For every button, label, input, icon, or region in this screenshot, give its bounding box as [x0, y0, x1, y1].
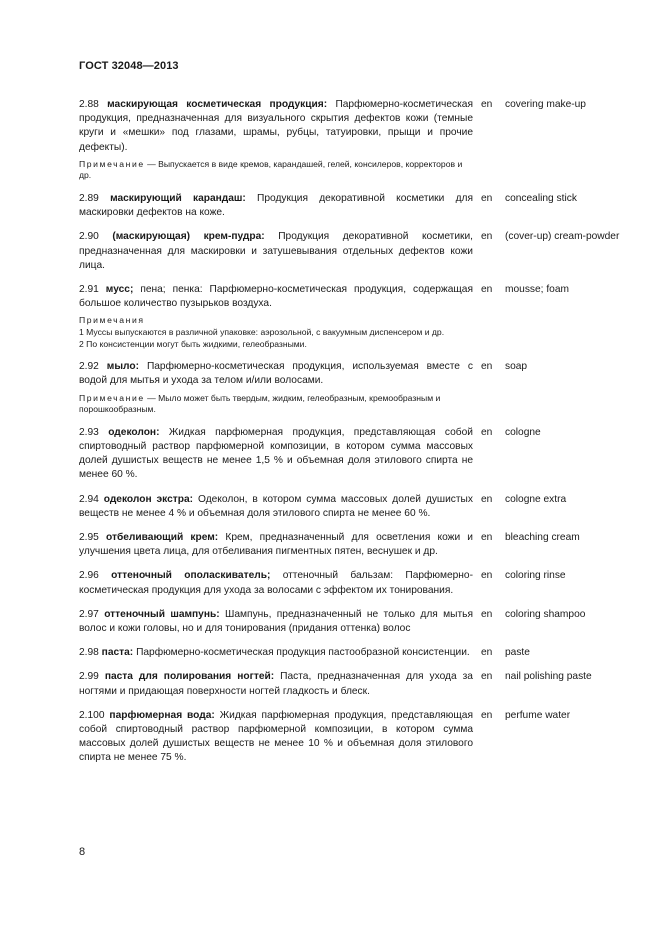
term-entry-2-91: [79, 283, 629, 350]
term-definition: 2.93 одеколон: Жидкая парфюмерная продукция, представляющая собой спиртоводный раствор парфюмерной композиции, в котором сумма массовых долей душистых веществ не менее 1,5 % и объемная доля этилового спирта не менее 60 %.: [79, 426, 473, 481]
term-title: паста:: [101, 647, 134, 659]
english-equivalent: concealing stick: [505, 193, 577, 204]
language-code: en: [481, 231, 493, 243]
language-code: en: [481, 493, 493, 505]
term-definition: 2.98 паста: Парфюмерно-косметическая продукция пастообразной консистенции.: [79, 647, 470, 659]
english-equivalent: cologne extra: [505, 493, 567, 505]
term-title: отбеливающий крем:: [106, 532, 219, 544]
english-equivalent: paste: [505, 647, 530, 659]
term-entry-2-98: [79, 646, 629, 660]
term-note: Примечание — Выпускается в виде кремов, карандашей, гелей, консилеров, корректоров и др.: [79, 158, 463, 181]
page-number: 8: [79, 846, 86, 858]
term-entry-2-95: [79, 531, 629, 559]
term-entry-2-90: [79, 230, 629, 273]
term-title: мыло:: [106, 361, 139, 373]
english-equivalent: soap: [505, 361, 528, 373]
language-code: en: [481, 532, 493, 544]
term-definition: 2.100 парфюмерная вода: Жидкая парфюмерная продукция, представляющая собой спиртоводный раствор парфюмерной композиции, в котором сумма массовых долей душистых веществ не менее 10 % и объемная доля этилового спирта не менее 75 %.: [79, 709, 473, 764]
term-entry-2-99: [79, 670, 629, 698]
term-title: маскирующий карандаш:: [110, 193, 246, 204]
term-title: паста для полирования ногтей:: [104, 671, 275, 683]
term-entry-2-93: [79, 426, 629, 483]
english-equivalent: coloring rinse: [505, 570, 566, 582]
term-entry-2-89: [79, 192, 629, 220]
note-item: 1 Муссы выпускаются в различной упаковке: аэрозольной, с вакуумным диспенсером и др.: [79, 327, 445, 338]
language-code: en: [481, 99, 493, 110]
term-definition: 2.96 оттеночный ополаскиватель; оттеночный бальзам: Парфюмерно-косметическая продукция для ухода за волосами с эффектом их тонирования.: [79, 570, 473, 596]
notes-label: Примечания: [79, 315, 145, 326]
term-title: (маскирующая) крем-пудра:: [112, 231, 265, 243]
language-code: en: [481, 709, 493, 721]
language-code: en: [481, 361, 493, 373]
term-entry-2-88: [79, 98, 629, 182]
term-definition: 2.97 оттеночный шампунь: Шампунь, предназначенный не только для мытья волос и кожи головы, но и для тонирования (придания оттенка) волос: [79, 608, 473, 635]
term-definition: 2.94 одеколон экстра: Одеколон, в котором сумма массовых долей душистых веществ не менее 4 % и объемная доля этилового спирта не менее 60 %.: [79, 493, 473, 519]
term-title: маскирующая косметическая продукция:: [107, 99, 328, 110]
terms-list: [79, 98, 629, 776]
term-definition: 2.89 маскирующий карандаш: Продукция декоративной косметики для маскировки дефектов на коже.: [79, 193, 473, 219]
term-title: оттеночный шампунь:: [104, 608, 220, 620]
language-code: en: [481, 671, 493, 683]
note-item: 2 По консистенции могут быть жидкими, гелеобразными.: [79, 338, 307, 349]
term-definition: 2.88 маскирующая косметическая продукция: Парфюмерно-косметическая продукция, предназначенная для визуального скрытия дефектов кожи (темные круги и «мешки» под глазами, шрамы, рубцы, татуировки, прыщи и прочие дефекты).: [79, 99, 473, 153]
term-title: мусс;: [105, 284, 134, 296]
language-code: en: [481, 647, 493, 659]
english-equivalent: covering make-up: [505, 99, 586, 110]
term-entry-2-96: [79, 569, 629, 597]
english-equivalent: coloring shampoo: [505, 608, 586, 620]
term-definition: 2.95 отбеливающий крем: Крем, предназначенный для осветления кожи и улучшения цвета лица, для отбеливания пигментных пятен, веснушек и др.: [79, 532, 473, 558]
document-header: ГОСТ 32048—2013: [79, 60, 179, 72]
language-code: en: [481, 570, 493, 582]
language-code: en: [481, 426, 493, 438]
term-definition: 2.91 мусс; пена; пенка: Парфюмерно-косметическая продукция, содержащая большое количество пузырьков воздуха.: [79, 284, 473, 310]
language-code: en: [481, 193, 493, 204]
term-title: парфюмерная вода:: [109, 709, 215, 721]
english-equivalent: mousse; foam: [505, 284, 569, 296]
term-title: оттеночный ополаскиватель;: [111, 570, 271, 582]
language-code: en: [481, 284, 493, 296]
term-title: одеколон экстра:: [103, 493, 194, 505]
term-entry-2-97: [79, 608, 629, 636]
term-note: Примечание — Мыло может быть твердым, жидким, гелеобразным, кремообразным и порошкообразным.: [79, 392, 441, 415]
term-definition: 2.92 мыло: Парфюмерно-косметическая продукция, используемая вместе с водой для мытья и ухода за телом и/или волосами.: [79, 361, 473, 387]
english-equivalent: cologne: [505, 426, 541, 438]
language-code: en: [481, 608, 493, 620]
english-equivalent: (cover-up) cream-powder: [505, 231, 620, 243]
term-entry-2-94: [79, 493, 629, 521]
term-title: одеколон:: [108, 426, 160, 438]
english-equivalent: perfume water: [505, 709, 571, 721]
term-entry-2-100: [79, 709, 629, 766]
term-definition: 2.99 паста для полирования ногтей: Паста, предназначенная для ухода за ногтями и придающая поверхности ногтей гладкость и блеск.: [79, 671, 473, 697]
english-equivalent: bleaching cream: [505, 532, 580, 544]
term-notes: [79, 315, 473, 350]
english-equivalent: nail polishing paste: [505, 671, 592, 683]
term-definition: 2.90 (маскирующая) крем-пудра: Продукция декоративной косметики, предназначенная для маскировки и затушевывания отдельных дефектов кожи лица.: [79, 231, 473, 271]
term-entry-2-92: [79, 360, 629, 416]
